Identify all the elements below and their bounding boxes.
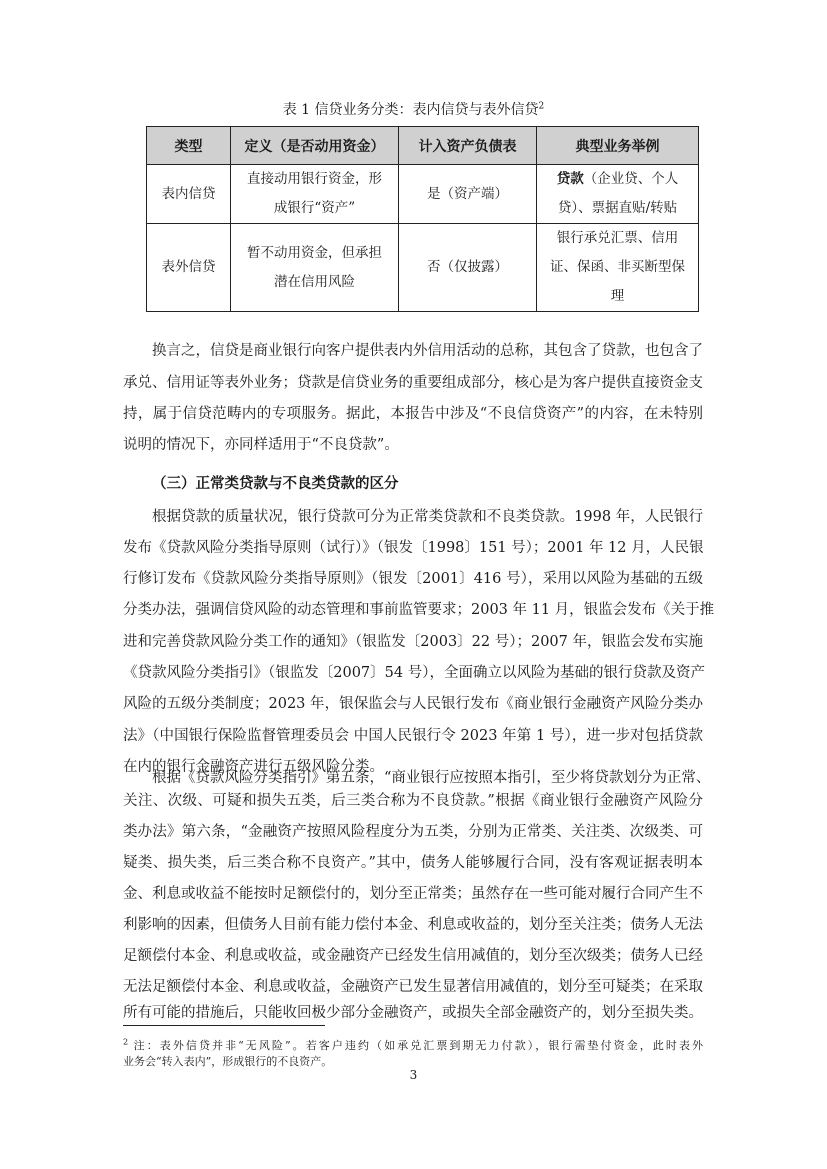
body-text-line: 根据贷款的质量状况，银行贷款可分为正常类贷款和不良类贷款。1998 年，人民银行 xyxy=(152,509,703,525)
table-header-row xyxy=(147,127,699,165)
body-text-line: 疑类、损失类，后三类合称不良资产。”其中，债务人能够履行合同，没有客观证据表明本 xyxy=(123,855,703,871)
body-text-line: 行修订发布《贷款风险分类指导原则》（银发〔2001〕416 号），采用以风险为基础的五级 xyxy=(123,571,703,587)
body-text-line: 法》（中国银行保险监督管理委员会 中国人民银行令 2023 年第 1 号），进一步对包括贷款 xyxy=(123,728,703,744)
header-examples: 典型业务举例 xyxy=(537,127,699,165)
body-text-line: 持，属于信贷范畴内的专项服务。据此，本报告中涉及“不良信贷资产”的内容，在未特别 xyxy=(123,406,703,422)
footnote-line: 业务会“转入表内”，形成银行的不良资产。 xyxy=(123,1055,333,1068)
section-heading: （三）正常类贷款与不良类贷款的区分 xyxy=(152,476,399,492)
header-definition: 定义（是否动用资金） xyxy=(231,127,399,165)
cell-definition: 暂不动用资金，但承担 潜在信用风险 xyxy=(231,224,399,312)
table-row xyxy=(147,224,699,312)
cell-type: 表外信贷 xyxy=(147,224,231,312)
credit-classification-table xyxy=(146,126,699,312)
cell-definition: 直接动用银行资金，形 成银行“资产” xyxy=(231,165,399,224)
cell-examples: 贷款（企业贷、个人 贷）、票据直贴/转贴 xyxy=(537,165,699,224)
body-text-line: 分类办法，强调信贷风险的动态管理和事前监管要求；2003 年 11 月，银监会发布《关于推 xyxy=(123,602,715,618)
footnote-line: $^2$ 注：表外信贷并非“无风险”。若客户违约（如承兑汇票到期无力付款），银行需垫付资金，此时表外 xyxy=(123,1037,703,1052)
body-text-line: 关注、次级、可疑和损失五类，后三类合称为不良贷款。”根据《商业银行金融资产风险分 xyxy=(123,793,703,809)
cell-balance-sheet: 是（资产端） xyxy=(399,165,537,224)
body-text-line: 承兑、信用证等表外业务；贷款是信贷业务的重要组成部分，核心是为客户提供直接资金支 xyxy=(123,375,703,391)
body-text-line: 风险的五级分类制度；2023 年，银保监会与人民银行发布《商业银行金融资产风险分类办 xyxy=(123,696,703,712)
cell-type: 表内信贷 xyxy=(147,165,231,224)
footnote-divider xyxy=(123,1025,325,1026)
body-text-line: 换言之，信贷是商业银行向客户提供表内外信用活动的总称，其包含了贷款，也包含了 xyxy=(152,343,703,359)
footnote-mark: 2 xyxy=(123,1037,129,1047)
body-text-line: 《贷款风险分类指引》（银监发〔2007〕54 号），全面确立以风险为基础的银行贷款及资产 xyxy=(123,665,705,681)
cell-balance-sheet: 否（仅披露） xyxy=(399,224,537,312)
header-balance-sheet: 计入资产负债表 xyxy=(399,127,537,165)
footnote-ref[interactable]: 2 xyxy=(538,101,545,112)
body-text-line: 足额偿付本金、利息或收益，或金融资产已经发生信用减值的，划分至次级类；债务人已经 xyxy=(123,948,703,964)
body-text-line: 说明的情况下，亦同样适用于“不良贷款”。 xyxy=(123,437,399,453)
cell-examples: 银行承兑汇票、信用 证、保函、非买断型保 理 xyxy=(537,224,699,312)
body-text-line: 进和完善贷款风险分类工作的通知》（银监发〔2003〕22 号）；2007 年，银监会发布实施 xyxy=(123,634,703,650)
body-text-line: 所有可能的措施后，只能收回极少部分金融资产，或损失全部金融资产的，划分至损失类。 xyxy=(123,1005,703,1021)
body-text-line: 无法足额偿付本金、利息或收益，金融资产已发生显著信用减值的，划分至可疑类；在采取 xyxy=(123,979,703,995)
body-text-line: 在内的银行金融资产进行五级风险分类。 xyxy=(123,759,384,775)
body-text-line: 利影响的因素，但债务人目前有能力偿付本金、利息或收益的，划分至关注类；债务人无法 xyxy=(123,917,703,933)
page-number: 3 xyxy=(409,1068,418,1082)
header-type: 类型 xyxy=(147,127,231,165)
table-row xyxy=(147,165,699,224)
table-caption: 表 1 信贷业务分类：表内信贷与表外信贷$^2$ xyxy=(282,101,545,118)
body-text-line: 类办法》第六条，“金融资产按照风险程度分为五类，分别为正常类、关注类、次级类、可 xyxy=(123,824,703,840)
body-text-line: 发布《贷款风险分类指导原则（试行）》（银发〔1998〕151 号）；2001 年 12 月，人民银 xyxy=(123,540,704,556)
body-text-line: 根据《贷款风险分类指引》第五条，“商业银行应按照本指引，至少将贷款划分为正常、 xyxy=(152,770,711,786)
body-text-line: 金、利息或收益不能按时足额偿付的，划分至正常类；虽然存在一些可能对履行合同产生不 xyxy=(123,886,703,902)
